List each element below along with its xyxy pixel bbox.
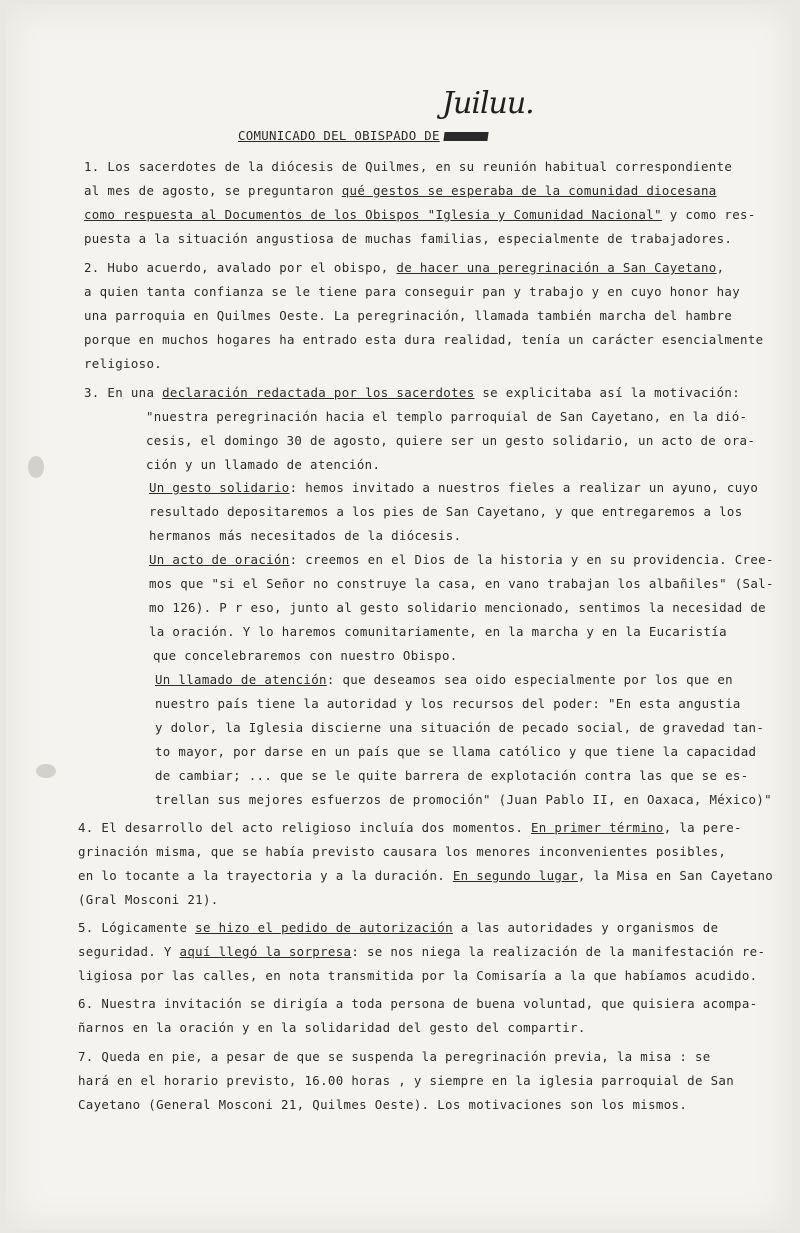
paper-stain bbox=[28, 456, 44, 478]
text-line: (Gral Mosconi 21). bbox=[78, 892, 219, 907]
text-line: to mayor, por darse en un país que se llama católico y que tiene la capacidad bbox=[155, 744, 757, 759]
text-line: puesta a la situación angustiosa de muchas familias, especialmente de trabajadores. bbox=[84, 231, 733, 246]
underlined-phrase: se hizo el pedido de autorización bbox=[195, 920, 453, 935]
document-page bbox=[6, 4, 792, 1230]
text-line: ñarnos en la oración y en la solidaridad del gesto del compartir. bbox=[78, 1020, 586, 1035]
underlined-phrase: En segundo lugar bbox=[452, 868, 578, 883]
underlined-phrase: En primer término bbox=[530, 820, 664, 835]
text-line: ligiosa por las calles, en nota transmitida por la Comisaría a la que habíamos acudido. bbox=[78, 968, 758, 983]
underlined-phrase: Un acto de oración bbox=[149, 552, 290, 567]
text-line: 3. En una declaración redactada por los sacerdotes se explicitaba así la motivación: bbox=[84, 385, 741, 400]
text-line: 2. Hubo acuerdo, avalado por el obispo, de hacer una peregrinación a San Cayetano, bbox=[84, 260, 725, 275]
text-line: a quien tanta confianza se le tiene para conseguir pan y trabajo y en cuyo honor hay bbox=[84, 284, 741, 299]
underlined-phrase: qué gestos se esperaba de la comunidad diocesana bbox=[341, 183, 717, 198]
text-line: resultado depositaremos a los pies de San Cayetano, y que entregaremos a los bbox=[149, 504, 743, 519]
underlined-phrase: declaración redactada por los sacerdotes bbox=[162, 385, 475, 400]
text-line: mo 126). P r eso, junto al gesto solidario mencionado, sentimos la necesidad de bbox=[149, 600, 766, 615]
text-line: grinación misma, que se había previsto causara los menores inconvenientes posibles, bbox=[78, 844, 727, 859]
text-line: la oración. Y lo haremos comunitariamente, en la marcha y en la Eucaristía bbox=[149, 624, 727, 639]
paper-stain bbox=[36, 764, 56, 778]
text-line: trellan sus mejores esfuerzos de promoción" (Juan Pablo II, en Oaxaca, México)" bbox=[155, 792, 772, 807]
text-line: Un gesto solidario: hemos invitado a nuestros fieles a realizar un ayuno, cuyo bbox=[149, 480, 759, 495]
text-line: Un acto de oración: creemos en el Dios de la historia y en su providencia. Cree- bbox=[149, 552, 774, 567]
underlined-phrase: aquí llegó la sorpresa bbox=[179, 944, 352, 959]
text-line: nuestro país tiene la autoridad y los recursos del poder: "En esta angustia bbox=[155, 696, 741, 711]
text-line: 7. Queda en pie, a pesar de que se suspenda la peregrinación previa, la misa : se bbox=[78, 1049, 711, 1064]
text-line: religioso. bbox=[84, 356, 163, 371]
text-line: cesis, el domingo 30 de agosto, quiere ser un gesto solidario, un acto de ora- bbox=[146, 433, 756, 448]
handwritten-signature: Juiluu. bbox=[442, 86, 534, 121]
text-line: 1. Los sacerdotes de la diócesis de Quilmes, en su reunión habitual correspondiente bbox=[84, 159, 733, 174]
text-line: "nuestra peregrinación hacia el templo parroquial de San Cayetano, en la dió- bbox=[146, 409, 748, 424]
text-line: 4. El desarrollo del acto religioso incluía dos momentos. En primer término, la pere- bbox=[78, 820, 742, 835]
text-line: mos que "si el Señor no construye la casa, en vano trabajan los albañiles" (Sal- bbox=[149, 576, 774, 591]
text-line: una parroquia en Quilmes Oeste. La peregrinación, llamada también marcha del hambre bbox=[84, 308, 733, 323]
redaction-mark bbox=[443, 132, 488, 141]
text-line: porque en muchos hogares ha entrado esta dura realidad, tenía un carácter esencialmente bbox=[84, 332, 764, 347]
underlined-phrase: Un gesto solidario bbox=[149, 480, 290, 495]
title-text: COMUNICADO DEL OBISPADO DE bbox=[238, 128, 440, 143]
text-line: que concelebraremos con nuestro Obispo. bbox=[153, 648, 458, 663]
text-line: ción y un llamado de atención. bbox=[146, 457, 381, 472]
text-line: y dolor, la Iglesia discierne una situación de pecado social, de gravedad tan- bbox=[155, 720, 765, 735]
text-line: 5. Lógicamente se hizo el pedido de autorización a las autoridades y organismos de bbox=[78, 920, 719, 935]
text-line: hermanos más necesitados de la diócesis. bbox=[149, 528, 462, 543]
underlined-phrase: de hacer una peregrinación a San Cayetano bbox=[396, 260, 717, 275]
text-line: al mes de agosto, se preguntaron qué gestos se esperaba de la comunidad diocesana bbox=[84, 183, 717, 198]
underlined-phrase: como respuesta al Documentos de los Obispos "Iglesia y Comunidad Nacional" bbox=[84, 207, 662, 222]
text-line: 6. Nuestra invitación se dirigía a toda persona de buena voluntad, que quisiera acompa- bbox=[78, 996, 758, 1011]
text-line: Un llamado de atención: que deseamos sea oido especialmente por los que en bbox=[155, 672, 733, 687]
text-line: seguridad. Y aquí llegó la sorpresa: se nos niega la realización de la manifestación re- bbox=[78, 944, 766, 959]
text-line: como respuesta al Documentos de los Obispos "Iglesia y Comunidad Nacional" y como res- bbox=[84, 207, 756, 222]
underlined-phrase: Un llamado de atención bbox=[155, 672, 327, 687]
text-line: hará en el horario previsto, 16.00 horas , y siempre en la iglesia parroquial de San bbox=[78, 1073, 735, 1088]
document-title bbox=[238, 128, 488, 143]
text-line: de cambiar; ... que se le quite barrera de explotación contra las que se es- bbox=[155, 768, 749, 783]
text-line: en lo tocante a la trayectoria y a la duración. En segundo lugar, la Misa en San Cayetano bbox=[78, 868, 774, 883]
text-line: Cayetano (General Mosconi 21, Quilmes Oeste). Los motivaciones son los mismos. bbox=[78, 1097, 688, 1112]
